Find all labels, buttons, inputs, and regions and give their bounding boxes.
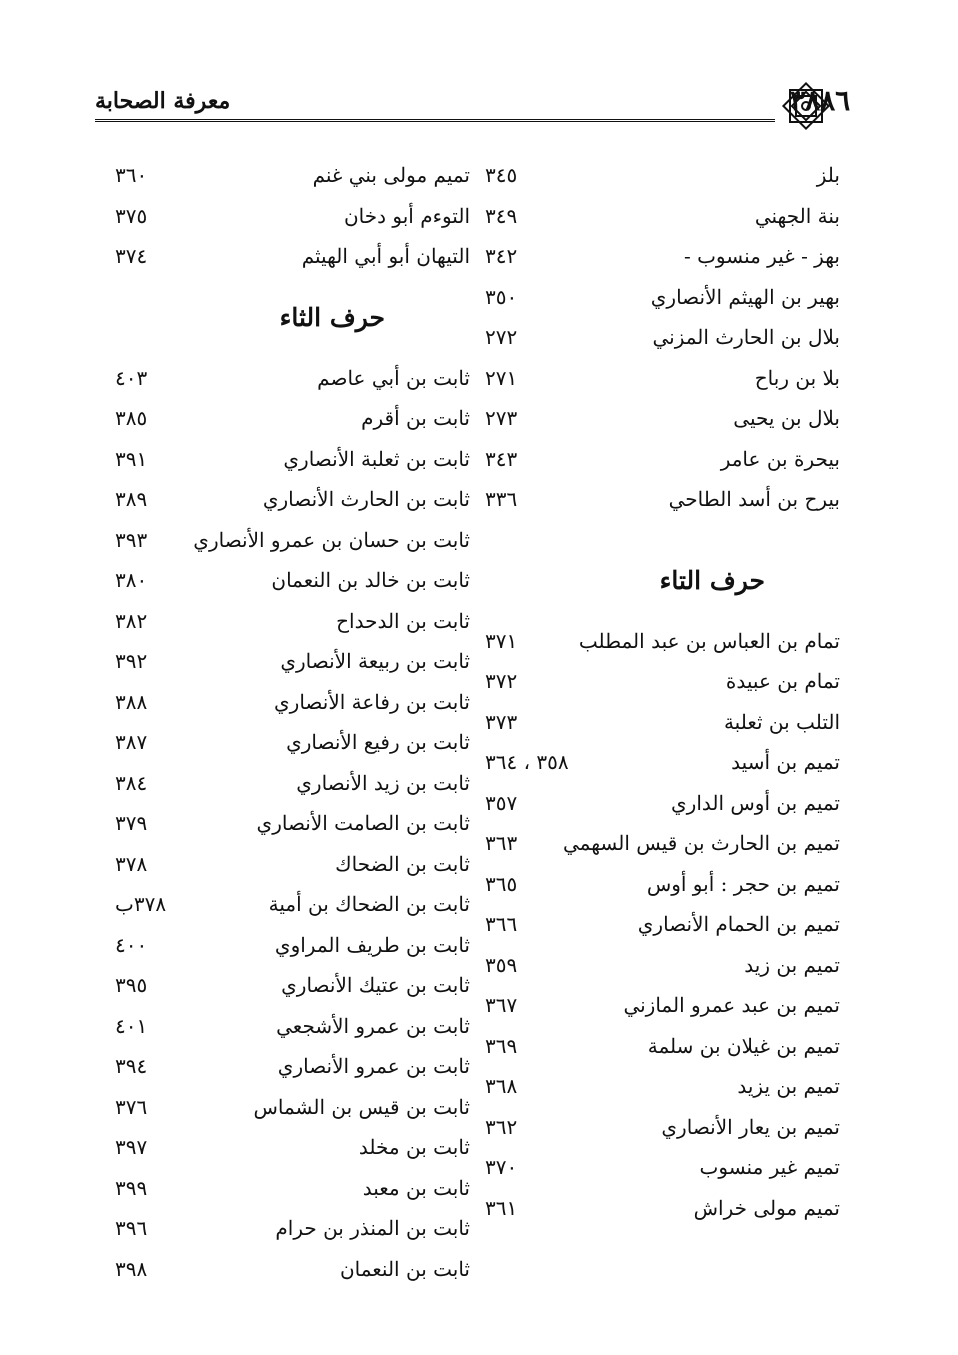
- entry-page-number: ٣٦٣: [485, 831, 518, 855]
- entry-name: تميم بن غيلان بن سلمة: [647, 1033, 840, 1058]
- entry-name: بهز - غير منسوب -: [683, 244, 840, 268]
- entry-name: ثابت بن المنذر بن حرام: [275, 1216, 470, 1240]
- entry-name: ثابت بن زيد الأنصاري: [296, 770, 470, 795]
- entry-page-number: ٣٧٨: [115, 851, 148, 876]
- index-entry: [110, 358, 480, 399]
- entry-page-number: ٢٧٢: [485, 325, 518, 349]
- index-entry: [110, 1208, 480, 1249]
- index-entry: [110, 1046, 480, 1087]
- entry-page-number: ٣٧٢: [485, 669, 518, 693]
- entry-name: ثابت بن النعمان: [339, 1256, 470, 1281]
- index-entry: [480, 1026, 850, 1067]
- entry-name: تميم بن أوس الداري: [671, 790, 840, 815]
- entry-name: بهير بن الهيثم الأنصاري: [650, 284, 840, 309]
- entry-name: تميم بن يزيد: [737, 1074, 840, 1098]
- entry-page-number: ٣٨٠: [115, 568, 148, 592]
- entry-name: التلب بن ثعلبة: [723, 709, 840, 734]
- entry-page-number: ٣٧٠: [485, 1155, 518, 1179]
- entry-page-number: ٣٥٩: [485, 952, 518, 977]
- entry-page-number: ٣٥٠: [485, 284, 518, 309]
- index-entry: [110, 398, 480, 439]
- index-entry: [110, 1168, 480, 1209]
- entry-name: ثابت بن ثعلبة الأنصاري: [283, 446, 470, 471]
- entry-name: ثابت بن معبد: [362, 1175, 470, 1200]
- section-spacer: [480, 520, 850, 540]
- entry-name: التيهان أبو أبي الهيثم: [301, 244, 470, 268]
- entry-name: ثابت بن خالد بن النعمان: [271, 568, 470, 592]
- index-entry: [110, 925, 480, 966]
- header-rule: [95, 119, 775, 122]
- index-entry: [110, 844, 480, 885]
- index-entry: [480, 155, 850, 196]
- entry-page-number: ٣٩٢: [115, 649, 148, 673]
- entry-name: تميم بن زيد: [744, 952, 840, 977]
- entry-page-number: ٤٠٠: [115, 932, 148, 957]
- entry-name: تميم مولى بني غنم: [312, 163, 470, 187]
- entry-page-number: ٣٦٨: [485, 1074, 518, 1098]
- index-entry: [480, 1147, 850, 1188]
- index-entry: [480, 823, 850, 864]
- entry-page-number: ٢٧٣: [485, 406, 518, 430]
- entry-page-number: ٣٧٥: [115, 203, 148, 228]
- entry-name: ثابت بن الضحاك بن أمية: [268, 892, 470, 916]
- entry-page-number: ٣٨٩: [115, 487, 148, 511]
- index-entry: [480, 398, 850, 439]
- index-entry: [110, 682, 480, 723]
- index-entry: [110, 641, 480, 682]
- index-entry: [480, 864, 850, 905]
- index-entry: [110, 803, 480, 844]
- entry-page-number: ٣٦٩: [485, 1033, 518, 1058]
- entry-page-number: ٣٧٦: [115, 1094, 148, 1119]
- entry-page-number: ٣٨٥: [115, 406, 148, 430]
- entry-name: تمام بن العباس بن عبد المطلب: [578, 628, 840, 653]
- entry-page-number: ٣٤٥: [485, 163, 518, 187]
- entry-name: بلال بن الحارث المزني: [652, 325, 840, 349]
- index-entry: [480, 439, 850, 480]
- index-entry: [480, 904, 850, 945]
- entry-page-number: ٣٨٧: [115, 730, 148, 754]
- entry-page-number: ٣٩٦: [115, 1216, 148, 1240]
- entry-page-number: ٣٨٢: [115, 608, 148, 633]
- index-entry: [110, 439, 480, 480]
- book-title: معرفة الصحابة: [95, 88, 231, 114]
- index-entry: [480, 196, 850, 237]
- index-column-left: [110, 155, 480, 1289]
- entry-name: تميم بن عبد عمرو المازني: [623, 993, 840, 1017]
- entry-page-number: ٣٧٨ب: [115, 892, 167, 916]
- entry-page-number: ٣٦٦: [485, 912, 518, 936]
- index-entry: [110, 1087, 480, 1128]
- entry-page-number: ٣٩٤: [115, 1054, 148, 1078]
- entry-page-number: ٣٣٦: [485, 487, 518, 511]
- entry-page-number: ٣٦٥: [485, 871, 518, 896]
- entry-name: تميم غير منسوب: [699, 1155, 840, 1179]
- index-entry: [110, 1127, 480, 1168]
- entry-name: ثابت بن رفيع الأنصاري: [286, 730, 470, 754]
- index-entry: [480, 277, 850, 318]
- index-entry: [480, 1188, 850, 1229]
- entry-page-number: ٣٨٤: [115, 770, 148, 795]
- entry-page-number: ٣٩٨: [115, 1256, 148, 1281]
- index-entry: [480, 317, 850, 358]
- entry-page-number: ٣٥٧: [485, 790, 518, 815]
- entry-page-number: ٣٩٧: [115, 1135, 148, 1159]
- index-entry: [480, 945, 850, 986]
- entry-page-number: ٤٠١: [115, 1013, 148, 1038]
- index-entry: [480, 702, 850, 743]
- octagram-ornament-icon: [778, 78, 834, 134]
- entry-page-number: ٣٧٩: [115, 811, 148, 835]
- index-entry: [480, 236, 850, 277]
- entry-name: تميم بن الحارث بن قيس السهمي: [562, 831, 840, 855]
- entry-page-number: ٣٩٥: [115, 973, 148, 997]
- entry-page-number: ٣٥٨ ، ٣٦٤: [485, 750, 569, 774]
- entry-name: تميم بن حجر : أبو أوس: [646, 871, 840, 896]
- index-entry: [110, 1249, 480, 1290]
- index-entry: [110, 155, 480, 196]
- index-entry: [110, 479, 480, 520]
- index-entry: [480, 661, 850, 702]
- entry-page-number: ٣٤٣: [485, 446, 518, 471]
- page-number: ٣٨٨٦: [790, 84, 851, 117]
- entry-name: ثابت بن ربيعة الأنصاري: [280, 649, 470, 673]
- entry-name: ثابت بن الدحداح: [336, 608, 470, 633]
- entry-name: تمام بن عبيدة: [725, 669, 840, 693]
- entry-name: ثابت بن عتيك الأنصاري: [281, 973, 470, 997]
- entry-name: بنة الجهني: [754, 203, 840, 228]
- index-entry: [480, 783, 850, 824]
- index-entry: [480, 479, 850, 520]
- index-column-right: [480, 155, 850, 1228]
- entry-page-number: ٣٦٢: [485, 1114, 518, 1139]
- entry-name: ثابت بن الصامت الأنصاري: [256, 811, 470, 835]
- entry-name: ثابت بن أبي عاصم: [317, 365, 470, 390]
- section-heading: حرف التاء: [659, 565, 765, 595]
- entry-name: ثابت بن حسان بن عمرو الأنصاري: [193, 527, 470, 552]
- index-entry: [110, 560, 480, 601]
- index-entry: [110, 520, 480, 561]
- index-entry: [480, 621, 850, 662]
- section-heading: حرف الثاء: [279, 302, 385, 332]
- index-entry: [110, 763, 480, 804]
- entry-name: بيحرة بن عامر: [720, 446, 840, 471]
- entry-page-number: ٢٧١: [485, 365, 518, 390]
- entry-page-number: ٣٩٩: [115, 1175, 148, 1200]
- entry-page-number: ٣٧١: [485, 628, 518, 653]
- entry-name: ثابت بن أقرم: [361, 406, 470, 430]
- index-entry: [110, 1006, 480, 1047]
- entry-name: تميم بن أسيد: [731, 750, 840, 774]
- index-entry: [110, 965, 480, 1006]
- entry-name: ثابت بن الضحاك: [335, 851, 470, 876]
- index-entry: [110, 236, 480, 277]
- entry-name: التوءم أبو دخان: [343, 203, 470, 228]
- entry-name: بلز: [816, 163, 840, 187]
- entry-page-number: ٣٦٧: [485, 993, 518, 1017]
- entry-name: تميم بن يعار الأنصاري: [661, 1114, 840, 1139]
- entry-name: ثابت بن قيس بن الشماس: [253, 1094, 470, 1119]
- entry-page-number: ٣٦١: [485, 1195, 518, 1220]
- entry-name: بيرح بن أسد الطاحي: [668, 487, 840, 511]
- entry-name: ثابت بن الحارث الأنصاري: [262, 487, 470, 511]
- index-entry: [480, 1107, 850, 1148]
- entry-name: بلال بن يحيى: [733, 406, 840, 430]
- entry-page-number: ٣٤٢: [485, 244, 518, 268]
- page-header: [95, 78, 851, 138]
- entry-name: ثابت بن عمرو الأنصاري: [277, 1054, 470, 1078]
- entry-name: ثابت بن مخلد: [358, 1135, 470, 1159]
- index-entry: [480, 1066, 850, 1107]
- entry-page-number: ٣٤٩: [485, 203, 518, 228]
- entry-page-number: ٣٦٠: [115, 163, 148, 187]
- entry-name: تميم بن الحمام الأنصاري: [637, 912, 840, 936]
- entry-page-number: ٣٧٣: [485, 709, 518, 734]
- index-entry: [110, 601, 480, 642]
- entry-page-number: ٣٩١: [115, 446, 148, 471]
- entry-name: ثابت بن عمرو الأشجعي: [276, 1013, 470, 1038]
- entry-name: تميم مولى خراش: [693, 1195, 840, 1220]
- entry-name: بلا بن رباح: [754, 365, 840, 390]
- entry-page-number: ٤٠٣: [115, 365, 148, 390]
- index-entry: [480, 742, 850, 783]
- entry-name: ثابت بن رفاعة الأنصاري: [274, 689, 470, 714]
- entry-page-number: ٣٧٤: [115, 244, 148, 268]
- index-entry: [480, 358, 850, 399]
- index-entry: [480, 985, 850, 1026]
- index-entry: [110, 722, 480, 763]
- index-entry: [110, 884, 480, 925]
- entry-name: ثابت بن طريف المراوي: [274, 932, 470, 957]
- entry-page-number: ٣٩٣: [115, 527, 148, 552]
- entry-page-number: ٣٨٨: [115, 689, 148, 714]
- index-entry: [110, 196, 480, 237]
